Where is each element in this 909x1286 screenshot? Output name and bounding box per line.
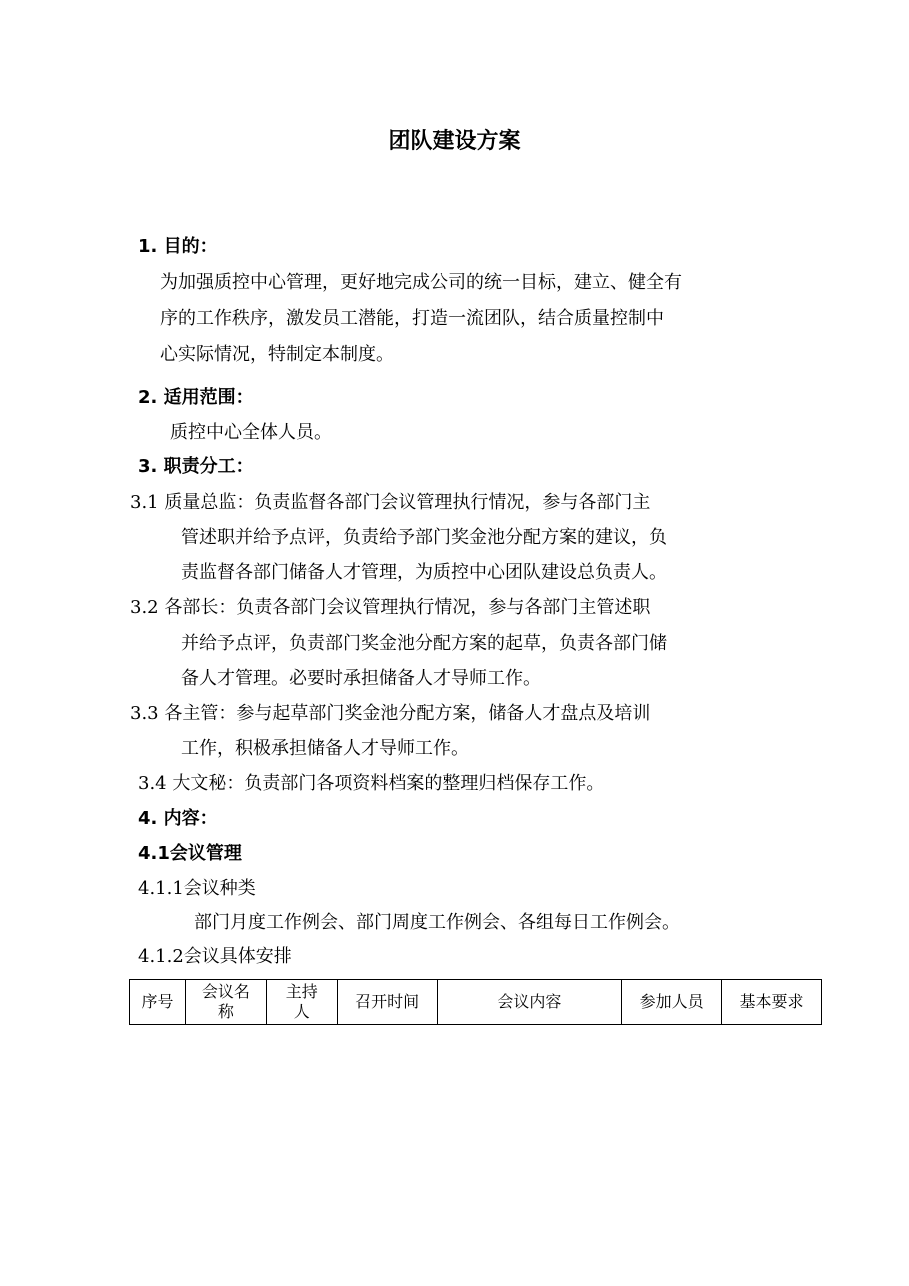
- duty-3-1-line-1: 3.1 质量总监：负责监督各部门会议管理执行情况，参与各部门主: [130, 492, 651, 513]
- duty-3-1-line-3: 责监督各部门储备人才管理，为质控中心团队建设总负责人。: [181, 562, 667, 583]
- document-title: 团队建设方案: [388, 129, 521, 154]
- section-2-line: 质控中心全体人员。: [170, 422, 332, 443]
- section-1-heading: 1. 目的：: [138, 236, 218, 257]
- header-cell-requirements: 基本要求: [722, 980, 822, 1025]
- header-cell-index: 序号: [130, 980, 186, 1025]
- meeting-schedule-table: [129, 979, 822, 1025]
- duty-3-4-line-1: 3.4 大文秘：负责部门各项资料档案的整理归档保存工作。: [138, 773, 605, 794]
- section-1-line-2: 序的工作秩序，激发员工潜能，打造一流团队，结合质量控制中: [160, 308, 664, 329]
- section-2-heading: 2. 适用范围：: [138, 387, 254, 408]
- header-cell-meeting-name: 会议名 称: [185, 980, 266, 1025]
- header-cell-time: 召开时间: [337, 980, 437, 1025]
- section-1-line-3: 心实际情况，特制定本制度。: [160, 344, 394, 365]
- duty-3-1-line-2: 管述职并给予点评，负责给予部门奖金池分配方案的建议，负: [181, 527, 667, 548]
- section-1-line-1: 为加强质控中心管理，更好地完成公司的统一目标，建立、健全有: [160, 272, 682, 293]
- duty-3-3-line-2: 工作，积极承担储备人才导师工作。: [181, 738, 469, 759]
- duty-3-2-line-3: 备人才管理。必要时承担储备人才导师工作。: [181, 668, 541, 689]
- table-header-row: [130, 980, 822, 1025]
- section-4-heading: 4. 内容：: [138, 808, 218, 829]
- header-cell-participants: 参加人员: [622, 980, 722, 1025]
- duty-3-2-line-1: 3.2 各部长：负责各部门会议管理执行情况，参与各部门主管述职: [130, 597, 651, 618]
- duty-3-2-line-2: 并给予点评，负责部门奖金池分配方案的起草，负责各部门储: [181, 633, 667, 654]
- section-4-1-1-text: 部门月度工作例会、部门周度工作例会、各组每日工作例会。: [194, 912, 680, 933]
- header-cell-content: 会议内容: [437, 980, 622, 1025]
- section-4-1-1-heading: 4.1.1会议种类: [138, 878, 256, 899]
- section-4-1-2-heading: 4.1.2会议具体安排: [138, 946, 292, 967]
- section-3-heading: 3. 职责分工：: [138, 456, 254, 477]
- duty-3-3-line-1: 3.3 各主管：参与起草部门奖金池分配方案，储备人才盘点及培训: [130, 703, 651, 724]
- section-4-1-heading: 4.1会议管理: [138, 843, 242, 864]
- header-cell-host: 主持 人: [266, 980, 337, 1025]
